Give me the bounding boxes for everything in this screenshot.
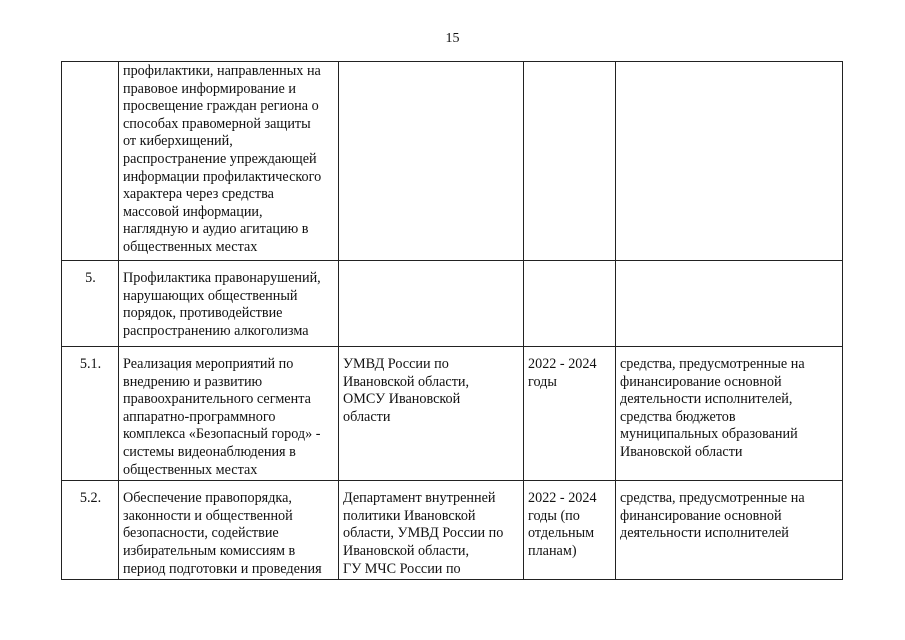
text-line: отдельным <box>528 525 595 542</box>
text-line: Ивановской области, <box>343 373 470 390</box>
row-number: 5.1. <box>62 347 119 481</box>
funding-cell <box>616 481 843 580</box>
text-line: Департамент внутренней <box>343 490 496 507</box>
text-line: годы <box>528 373 557 390</box>
text-line: Реализация мероприятий по <box>123 356 294 372</box>
activity-cell <box>119 62 339 261</box>
text-line: правоохранительного сегмента <box>123 391 311 408</box>
text-line: комплекса «Безопасный город» - <box>123 426 321 443</box>
activity-cell <box>119 481 339 580</box>
table-row <box>62 62 843 261</box>
text-line: информации профилактического <box>123 168 322 185</box>
period-cell <box>524 347 616 481</box>
text-line: от киберхищений, <box>123 133 233 150</box>
executor-cell <box>339 261 524 347</box>
text-line: Профилактика правонарушений, <box>123 270 321 286</box>
text-line: правовое информирование и <box>123 80 296 97</box>
text-line: финансирование основной <box>620 507 782 524</box>
text-line: планам) <box>528 542 577 559</box>
text-line: распространению алкоголизма <box>123 322 309 339</box>
text-line: общественных местах <box>123 238 258 255</box>
text-line: общественных местах <box>123 461 258 478</box>
table-row <box>62 481 843 580</box>
text-line: период подготовки и проведения <box>123 560 322 577</box>
text-line: Обеспечение правопорядка, <box>123 490 292 507</box>
text-line: порядок, противодействие <box>123 305 283 322</box>
text-line: профилактики, направленных на <box>123 63 321 79</box>
text-line: средства, предусмотренные на <box>620 356 805 372</box>
period-cell <box>524 261 616 347</box>
text-line: политики Ивановской <box>343 507 476 524</box>
period-cell <box>524 481 616 580</box>
text-line: ГУ МЧС России по <box>343 560 461 577</box>
text-line: системы видеонаблюдения в <box>123 443 296 460</box>
measures-table <box>61 61 843 580</box>
text-line: финансирование основной <box>620 373 782 390</box>
table-row <box>62 347 843 481</box>
text-line: Ивановской области, <box>343 542 470 559</box>
text-line: средства бюджетов <box>620 408 736 425</box>
text-line: области, УМВД России по <box>343 525 504 542</box>
row-number: 5.2. <box>62 481 119 580</box>
funding-cell <box>616 62 843 261</box>
text-line: средства, предусмотренные на <box>620 490 805 507</box>
text-line: распространение упреждающей <box>123 150 317 167</box>
text-line: муниципальных образований <box>620 426 798 443</box>
executor-cell <box>339 481 524 580</box>
table-row <box>62 261 843 347</box>
text-line: способах правомерной защиты <box>123 115 311 132</box>
text-line: аппаратно-программного <box>123 408 276 425</box>
text-line: годы (по <box>528 507 580 524</box>
activity-cell <box>119 347 339 481</box>
text-line: внедрению и развитию <box>123 373 263 390</box>
funding-cell <box>616 261 843 347</box>
text-line: деятельности исполнителей, <box>620 391 793 408</box>
text-line: области <box>343 408 391 425</box>
text-line: деятельности исполнителей <box>620 525 789 542</box>
text-line: законности и общественной <box>123 507 293 524</box>
funding-cell <box>616 347 843 481</box>
text-line: ОМСУ Ивановской <box>343 391 461 408</box>
row-number: 5. <box>62 261 119 347</box>
page-number: 15 <box>445 31 460 46</box>
executor-cell <box>339 347 524 481</box>
row-number <box>62 62 119 261</box>
text-line: просвещение граждан региона о <box>123 98 319 115</box>
text-line: 2022 - 2024 <box>528 356 597 372</box>
text-line: нарушающих общественный <box>123 287 298 304</box>
text-line: характера через средства <box>123 186 274 203</box>
text-line: избирательным комиссиям в <box>123 542 296 559</box>
text-line: наглядную и аудио агитацию в <box>123 221 309 238</box>
executor-cell <box>339 62 524 261</box>
text-line: 2022 - 2024 <box>528 490 597 507</box>
activity-cell <box>119 261 339 347</box>
text-line: массовой информации, <box>123 203 263 220</box>
period-cell <box>524 62 616 261</box>
text-line: безопасности, содействие <box>123 525 279 542</box>
text-line: УМВД России по <box>343 356 449 372</box>
text-line: Ивановской области <box>620 443 743 460</box>
